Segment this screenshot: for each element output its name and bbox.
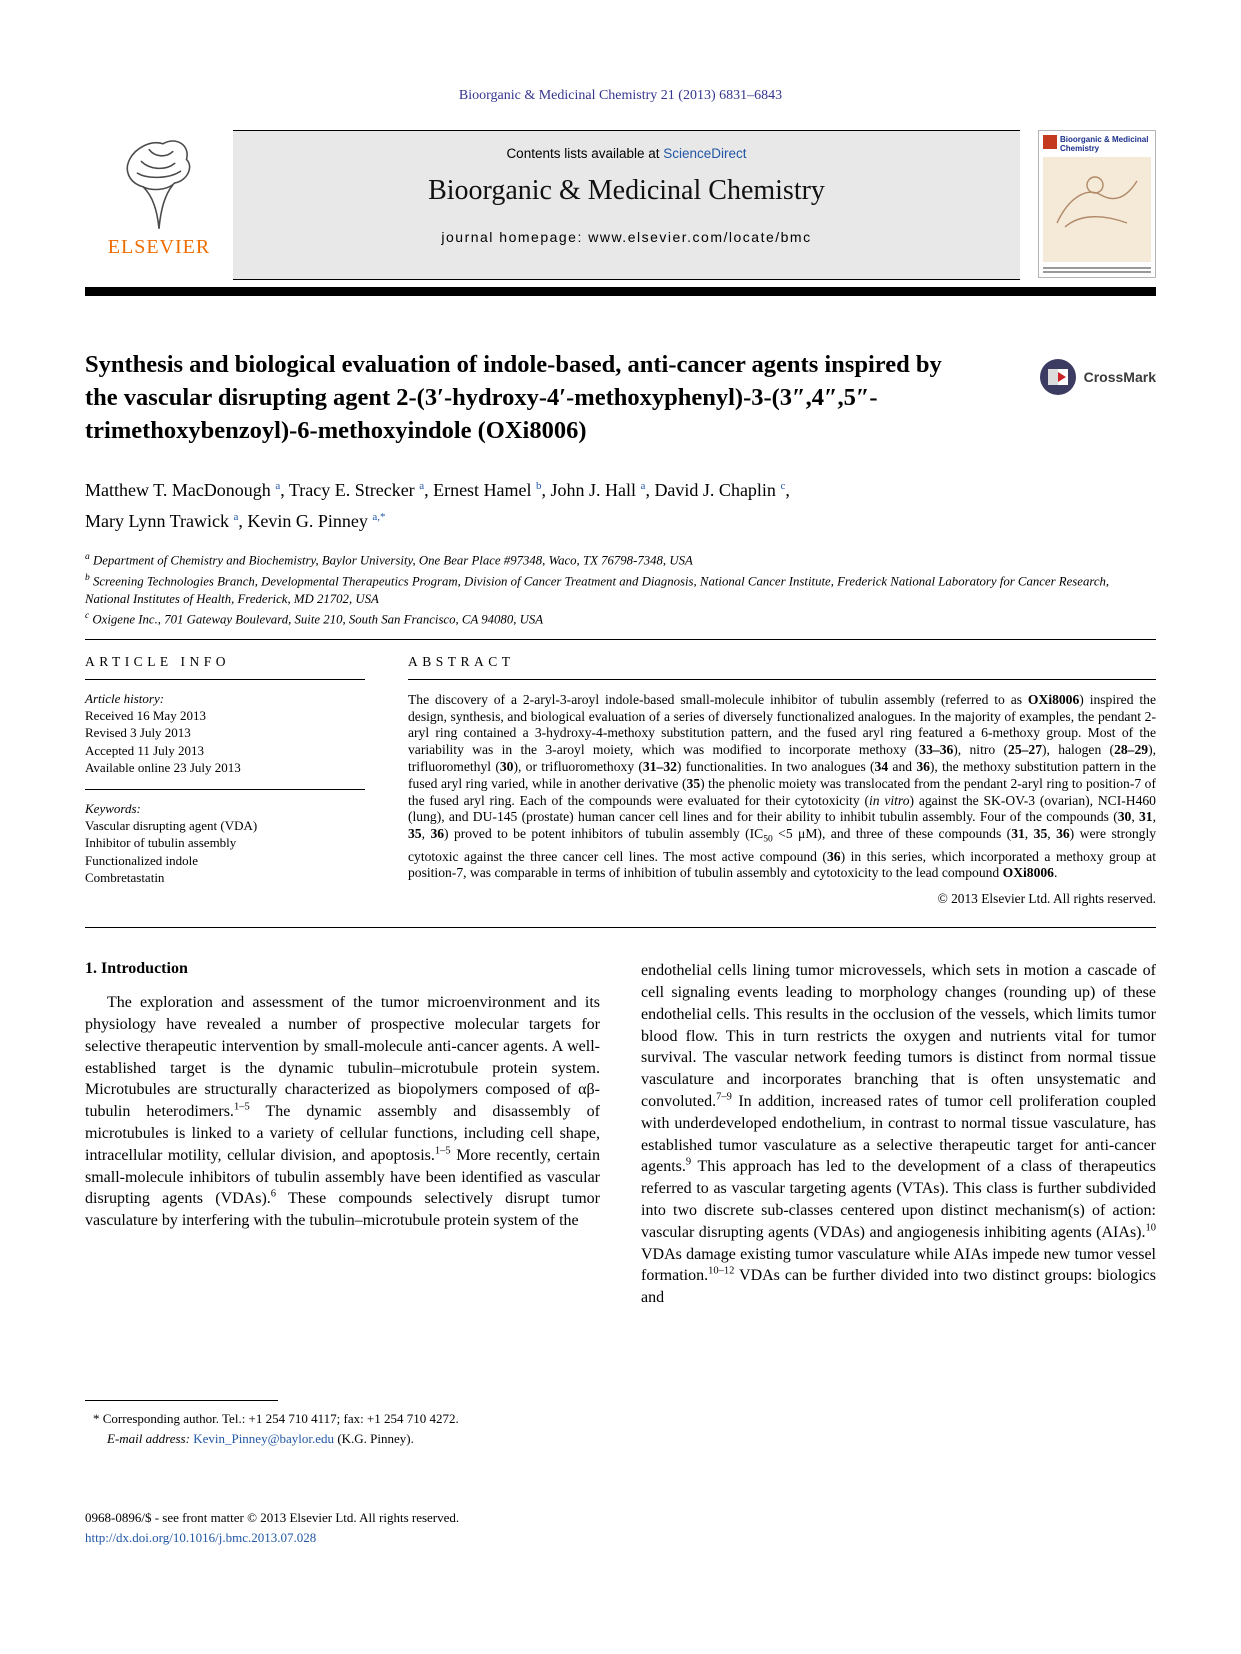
history-online: Available online 23 July 2013 [85,760,241,776]
email-note: E-mail address: Kevin_Pinney@baylor.edu (K.G. Pinney). [107,1430,414,1446]
header-divider [85,287,1156,296]
elsevier-logo [85,130,233,280]
affiliation-b: $^b$ Screening Technologies Branch, Developmental Therapeutics Program, Division of Cancer Treatment and Diagnosis, National Cancer Institute, Frederick National Laboratory for Cancer Research, National Institutes of Health, Frederick, MD 21702, USA [85,572,1110,606]
doi-link[interactable]: http://dx.doi.org/10.1016/j.bmc.2013.07.028 [85,1530,317,1545]
affiliations [85,549,1156,629]
footnote-divider [85,1400,278,1401]
cover-footer-lines [1043,265,1151,273]
email-link[interactable]: Kevin_Pinney@baylor.edu [193,1430,335,1446]
corresponding-author-note: * Corresponding author. Tel.: +1 254 710 4117; fax: +1 254 710 4272. [93,1411,459,1426]
keyword-item: Vascular disrupting agent (VDA) [85,817,258,833]
crossmark-icon [1039,358,1077,396]
journal-cover-image [1038,130,1156,278]
footnote [85,1400,600,1448]
article-title: Synthesis and biological evaluation of indole-based, anti-cancer agents inspired by the vascular disrupting agent 2-(3′-hydroxy-4′-methoxyphenyl)-3-(3″,4″,5″-trimethoxybenzoyl)-6-methoxyindole (OXi8006) [85,351,942,444]
abstract-text: The discovery of a 2-aryl-3-aroyl indole-based small-molecule inhibitor of tubulin assembly (referred to as OXi8006) inspired the design, synthesis, and biological evaluation of a series of diversely functionalized analogues. In the majority of examples, the pendant 2-aryl ring contained a 3-hydroxy-4-methoxy substitution pattern, and the fused aryl ring featured a 6-methoxy group. Most of the variability was in the 3-aroyl moiety, which was modified to incorporate methoxy (33–36), nitro (25–27), halogen (28–29), trifluoromethyl (30), or trifluoromethoxy (31–32) functionalities. In two analogues (34 and 36), the methoxy substitution pattern in the fused aryl ring varied, while in another derivative (35) the phenolic moiety was translocated from the pendant 2-aryl ring to position-7 of the fused aryl ring. Each of the compounds were evaluated for their cytotoxicity (in vitro) against the SK-OV-3 (ovarian), NCI-H460 (lung), and DU-145 (prostate) human cancer cell lines and for their ability to inhibit tubulin assembly. Four of the compounds (30, 31, 35, 36) proved to be potent inhibitors of tubulin assembly ($IC_{50} <5$ μM), and three of these compounds (31, 35, 36) were strongly cytotoxic against the three cancer cell lines. The most active compound (36) in this series, which incorporated a methoxy group at position-7, was comparable in terms of inhibition of tubulin assembly and cytotoxicity to the lead compound OXi8006. [408,691,1157,881]
author-list: Matthew T. MacDonough $^a$, Tracy E. Strecker $^a$, Ernest Hamel $^b$, John J. Hall $^a$, David J. Chaplin $^c$, Mary Lynn Trawick $^a$, Kevin G. Pinney $^{a,*}$ [85,480,790,531]
elsevier-wordmark: ELSEVIER [107,236,211,258]
history-received: Received 16 May 2013 [85,707,206,723]
affiliation-a: $^a$ Department of Chemistry and Biochemistry, Baylor University, One Bear Place #97348, Waco, TX 76798-7348, USA [85,552,693,568]
journal-header [85,130,1156,280]
history-accepted: Accepted 11 July 2013 [85,742,205,758]
abstract-copyright: © 2013 Elsevier Ltd. All rights reserved. [937,891,1156,907]
cover-artwork [1043,157,1151,262]
contents-line [233,146,1020,161]
article-history-label: Article history: [85,690,165,706]
section-1-heading: 1. Introduction [85,960,188,978]
cover-title: Bioorganic & Medicinal Chemistry [1060,135,1149,153]
keyword-item: Combretastatin [85,870,165,886]
keyword-item: Functionalized indole [85,852,199,868]
info-abstract-section [85,639,1156,928]
elsevier-tree-icon [113,132,205,234]
affiliation-c: $^c$ Oxigene Inc., 701 Gateway Boulevard, Suite 210, South San Francisco, CA 94080, USA [85,611,544,627]
abstract-rule [408,679,1156,680]
intro-paragraph-right: endothelial cells lining tumor microvessels, which sets in motion a cascade of cell signaling events leading to morphology changes (rounding up) of these endothelial cells. This results in the occlusion of the vessels, which limits tumor blood flow. This in turn restricts the oxygen and nutrients vital for tumor survival. The vascular network feeding tumors is distinct from normal tissue vasculature and incorporates branching that is often unsystematic and convoluted.$^{7-9}$ In addition, increased rates of tumor cell proliferation coupled with underdeveloped endothelium, in contrast to normal tissue vasculature, has established tumor vasculature as a selective therapeutic target for anti-cancer agents.$^9$ This approach has led to the development of a class of therapeutics referred to as vascular targeting agents (VTAs). This class is further subdivided into two discrete sub-classes centered upon distinct mechanism(s) of action: vascular disrupting agents (VDAs) and angiogenesis inhibiting agents (AIAs).$^{10}$ VDAs damage existing tumor vasculature while AIAs impede new tumor vessel formation.$^{10-12}$ VDAs can be further divided into two distinct groups: biologics and [641,962,1156,1307]
article-info-heading: ARTICLE INFO [85,653,231,669]
article-info-column [85,654,365,907]
abstract-column [408,654,1156,907]
abstract-heading: ABSTRACT [408,653,515,669]
journal-name: Bioorganic & Medicinal Chemistry [428,175,825,206]
crossmark-label: CrossMark [1083,369,1156,385]
keywords-divider [85,789,365,790]
history-revised: Revised 3 July 2013 [85,725,191,741]
journal-citation: Bioorganic & Medicinal Chemistry 21 (2013) 6831–6843 [458,88,783,103]
journal-homepage-link[interactable]: journal homepage: www.elsevier.com/locate/bmc [441,229,812,245]
imprint [85,1508,459,1548]
article-info-rule [85,679,365,680]
sciencedirect-link[interactable]: ScienceDirect [663,146,747,161]
contents-prefix: Contents lists available at [506,146,664,161]
body-column-left [85,960,600,1309]
cover-logo [1043,135,1057,149]
keyword-item: Inhibitor of tubulin assembly [85,835,237,851]
keywords-label: Keywords: [85,800,141,816]
crossmark-badge[interactable] [1039,356,1156,398]
article-body [85,960,1156,1309]
cover-header [1043,135,1151,153]
intro-paragraph-left: The exploration and assessment of the tumor microenvironment and its physiology have revealed a number of prospective molecular targets for selective therapeutic intervention by small-molecule anti-cancer agents. A well-established target is the dynamic tubulin–microtubule protein system. Microtubules are structurally characterized as biopolymers composed of αβ-tubulin heterodimers.$^{1-5}$ The dynamic assembly and disassembly of microtubules is linked to a variety of cellular functions, including cell shape, intracellular motility, cellular division, and apoptosis.$^{1-5}$ More recently, certain small-molecule inhibitors of tubulin assembly have been identified as vascular disrupting agents (VDAs).$^6$ These compounds selectively disrupt tumor vasculature by interfering with the tubulin–microtubule protein system of the [85,994,601,1230]
body-column-right [641,960,1156,1309]
copyright-line: 0968-0896/$ - see front matter © 2013 Elsevier Ltd. All rights reserved. [85,1510,460,1525]
journal-banner [233,130,1020,280]
